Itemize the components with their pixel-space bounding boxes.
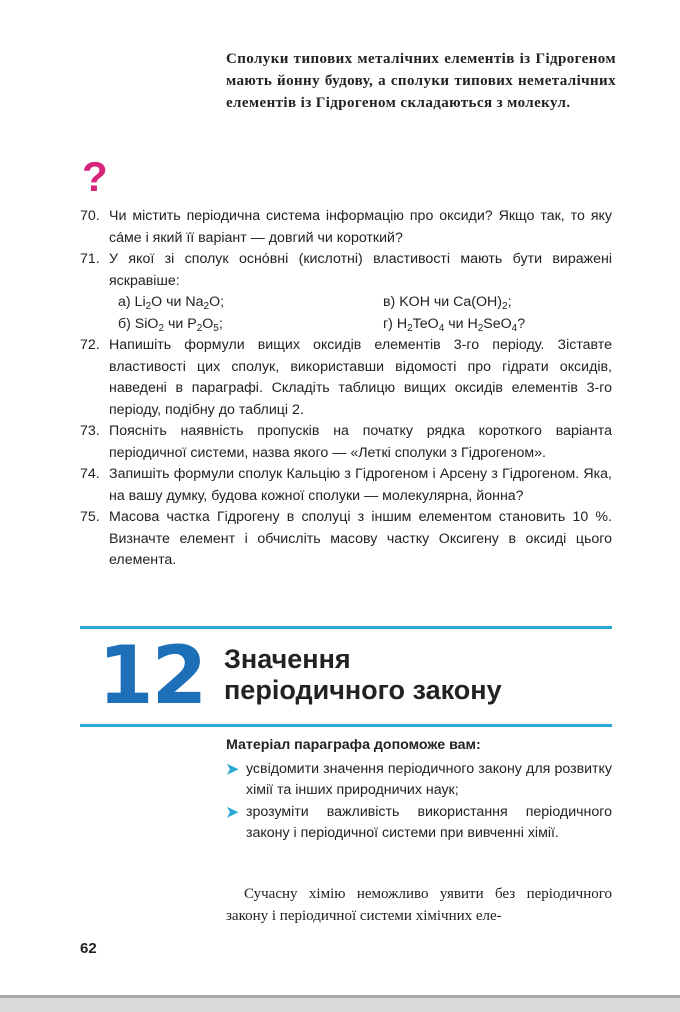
question-text: Запишіть формули сполук Кальцію з Гідрогеном і Арсену з Гідрогеном. Яка, на вашу думку, будова кожної сполуки — молекулярна, йонна?: [109, 466, 612, 504]
question-73: [80, 421, 612, 464]
chapter-title-line-2: періодичного закону: [224, 675, 502, 705]
page-bottom-bar: [0, 995, 680, 1012]
question-text: Поясніть наявність пропусків на початку рядка короткого варіанта періодичної системи, назва якого — «Леткі сполуки з Гідрогеном».: [109, 423, 612, 461]
chevron-right-icon: ➤: [226, 760, 239, 778]
question-number: 73.: [80, 423, 100, 439]
question-number: 74.: [80, 466, 100, 482]
question-75: [80, 507, 612, 572]
option-a: а) $Li_2O$ чи $Na_2O$;: [118, 294, 225, 312]
option-b: б) SiO$_2$ чи $P_2O_5$;: [118, 315, 223, 334]
rule-statement: Сполуки типових металічних елементів із Гідрогеном мають йонну будову, а сполуки типових неметалічних елементів із Гідрогеном складаються з молекул.: [226, 51, 616, 111]
question-text: У якої зі сполук оснóвні (кислотні) властивості мають бути виражені яскравіше:: [109, 251, 612, 289]
chapter-number: 12: [98, 629, 206, 722]
question-number: 70.: [80, 208, 100, 224]
learning-goals: [226, 735, 612, 845]
chevron-right-icon: ➤: [226, 803, 239, 821]
option-v: в) KOH чи $Ca(OH)_2$;: [383, 294, 512, 312]
question-number: 71.: [80, 251, 100, 267]
question-text: Чи містить періодична система інформацію про оксиди? Якщо так, то яку сáме і який її варіант — довгий чи короткий?: [109, 208, 612, 246]
question-70: [80, 206, 612, 249]
chapter-title-line-1: Значення: [224, 644, 351, 674]
question-71: [80, 249, 612, 292]
question-list: [80, 206, 612, 572]
goals-heading: Матеріал параграфа допоможе вам:: [226, 737, 481, 753]
question-text: Масова частка Гідрогену в сполуці з іншим елементом становить 10 %. Визначте елемент і обчисліть масову частку Оксигену в оксиді цього елемента.: [109, 509, 612, 568]
question-71-options: [80, 292, 612, 335]
page-number: 62: [80, 940, 97, 957]
question-number: 75.: [80, 509, 100, 525]
option-g: г) $H_2TeO_4$ чи $H_2SeO_4$?: [383, 315, 526, 334]
goal-item: ➤ зрозуміти важливість використання періодичного закону і періодичної системи при вивченні хімії.: [226, 802, 612, 845]
question-74: [80, 464, 612, 507]
chapter-bottom-divider: [80, 724, 612, 727]
question-text: Напишіть формули вищих оксидів елементів 3-го періоду. Зіставте властивості цих сполук, використавши відомості про гідрати оксидів, наведені в параграфі. Складіть таблицю вищих оксидів елементів 3-го періоду, подібну до таблиці 2.: [109, 337, 612, 418]
question-72: [80, 335, 612, 421]
body-paragraph: Сучасну хімію неможливо уявити без періодичного закону і періодичної системи хімічних еле-: [226, 886, 612, 924]
question-mark-icon: ?: [82, 153, 108, 200]
goal-item: ➤ усвідомити значення періодичного закону для розвитку хімії та інших природничих наук;: [226, 759, 612, 802]
chapter-title: [224, 644, 502, 706]
question-number: 72.: [80, 337, 100, 353]
